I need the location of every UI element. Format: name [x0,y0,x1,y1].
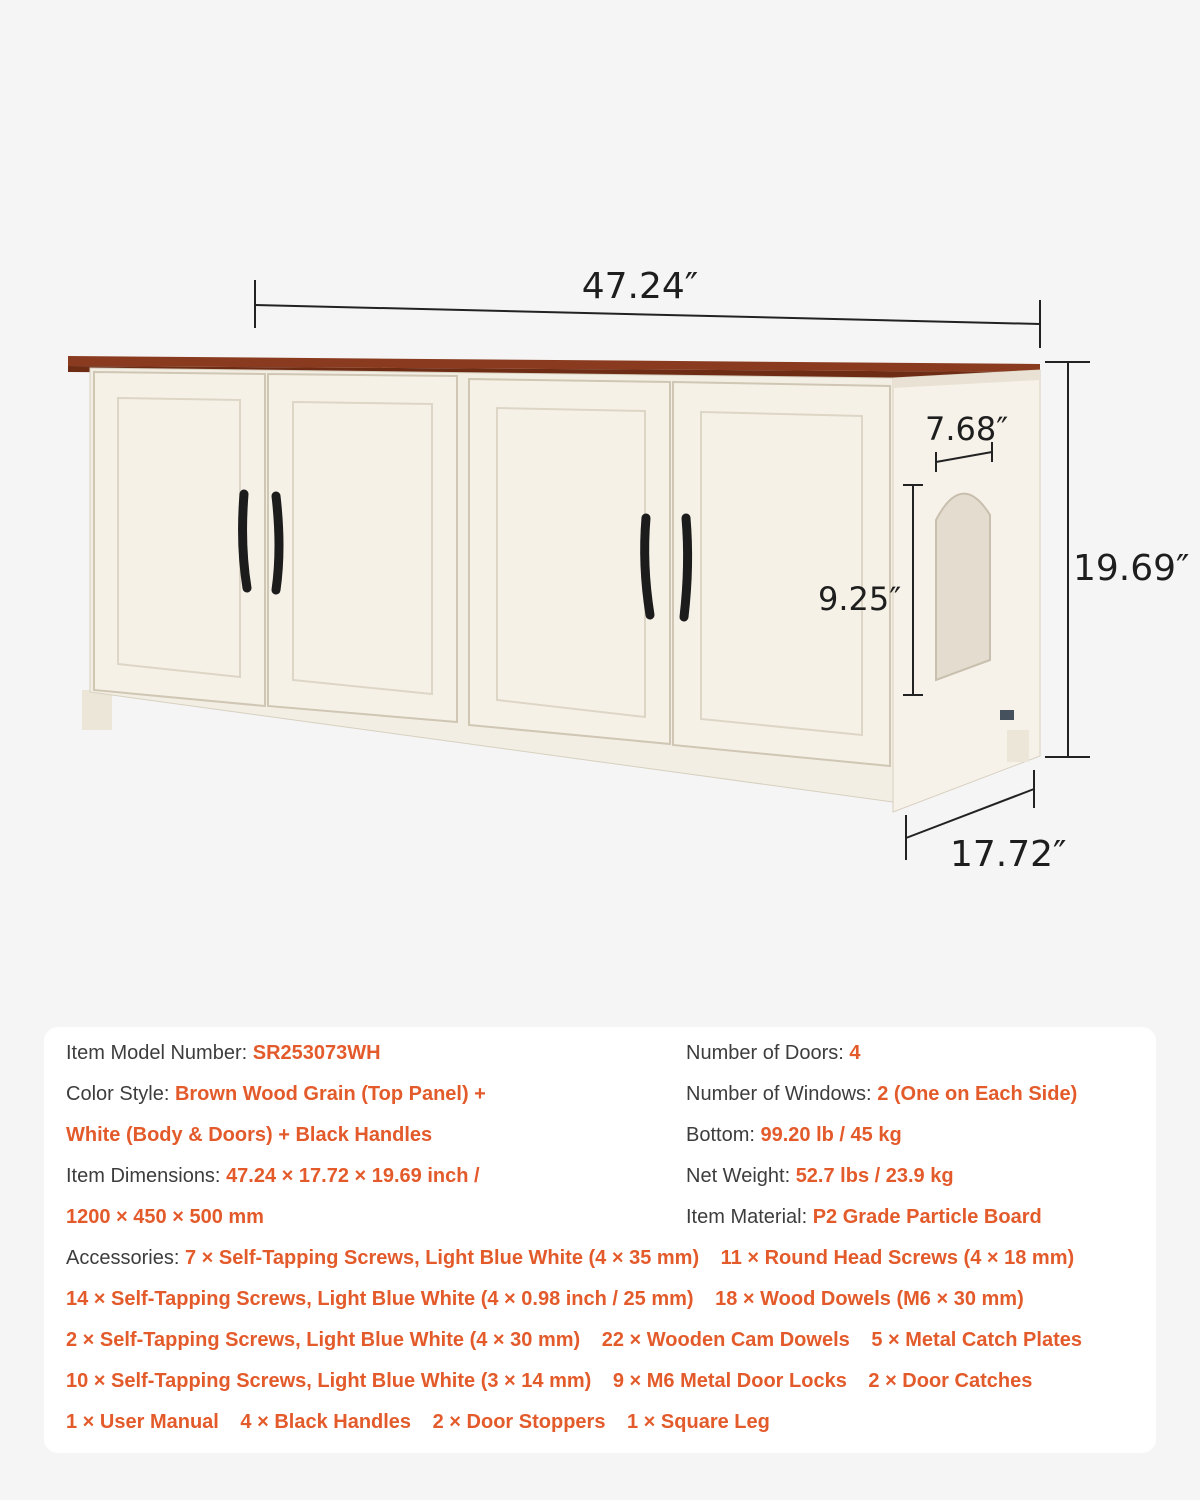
spec-doors: Number of Doors: 4 [686,1042,861,1064]
spec-accessories: Accessories: 7 × Self-Tapping Screws, Light Blue White (4 × 35 mm) 11 × Round Head Screws (4 × 18 mm) [66,1247,1075,1269]
spec-model: Item Model Number: SR253073WH [66,1042,381,1064]
spec-material: Item Material: P2 Grade Particle Board [686,1206,1042,1228]
accessories-line-2: 14 × Self-Tapping Screws, Light Blue White (4 × 0.98 inch / 25 mm) 18 × Wood Dowels (M6 × 30 mm) [66,1288,1024,1310]
width-label: 47.24″ [581,266,699,307]
accessories-line-5: 1 × User Manual 4 × Black Handles 2 × Door Stoppers 1 × Square Leg [66,1411,770,1433]
spec-net-weight: Net Weight: 52.7 lbs / 23.9 kg [686,1165,954,1187]
accessories-line-4: 10 × Self-Tapping Screws, Light Blue White (3 × 14 mm) 9 × M6 Metal Door Locks 2 × Door Catches [66,1370,1033,1392]
spec-color: Color Style: Brown Wood Grain (Top Panel) + [66,1083,486,1105]
height-label: 19.69″ [1073,548,1190,589]
accessories-line-3: 2 × Self-Tapping Screws, Light Blue White (4 × 30 mm) 22 × Wooden Cam Dowels 5 × Metal Catch Plates [66,1329,1082,1351]
spec-bottom: Bottom: 99.20 lb / 45 kg [686,1124,902,1146]
window-width-label: 7.68″ [925,410,1009,448]
spec-windows: Number of Windows: 2 (One on Each Side) [686,1083,1078,1105]
side-window [936,494,990,680]
leg [82,690,112,730]
spec-dimensions-metric: 1200 × 450 × 500 mm [66,1206,264,1228]
window-height-label: 9.25″ [818,580,902,618]
spec-card [44,1027,1156,1453]
spec-color-continued: White (Body & Doors) + Black Handles [66,1124,433,1146]
depth-label: 17.72″ [950,834,1067,875]
spec-dimensions: Item Dimensions: 47.24 × 17.72 × 19.69 inch / [66,1165,480,1187]
